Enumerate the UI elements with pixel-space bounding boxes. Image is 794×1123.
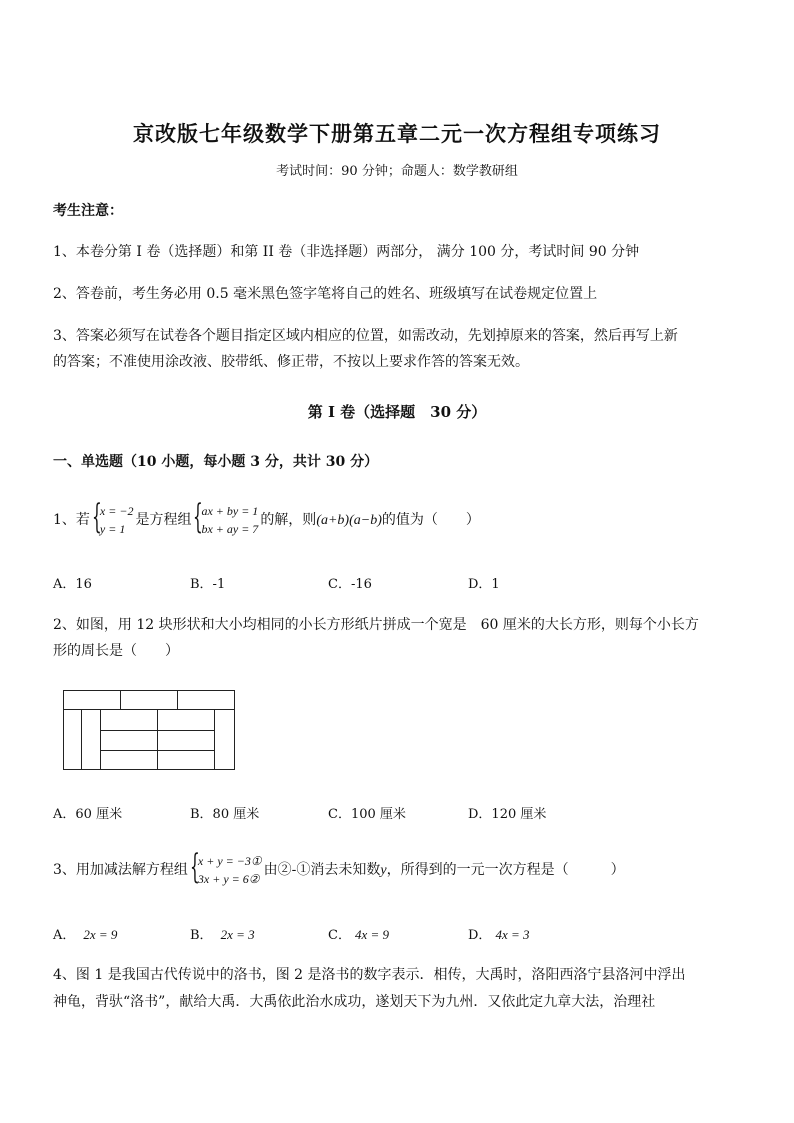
q3-prefix: 3、用加减法解方程组 [53,862,188,878]
notice-item-2: 2、答卷前，考生务必用 0.5 毫米黑色签字笔将自己的姓名、班级填写在试卷规定位置上 [53,286,598,302]
q1-suffix-b: 的值为（ ） [381,512,480,528]
question-3 [53,847,625,891]
q3-sys-row2: 3x + y = 6② [197,872,260,886]
q2-option-b: B．80 厘米 [190,807,260,822]
section-title: 第 I 卷（选择题 30 分） [307,403,487,421]
tile [100,709,158,731]
q1-sys2-row1: ax + by = 1 [201,504,259,518]
q3-option-a-label: A． [53,928,76,943]
q3-option-d-label: D． [468,928,492,943]
tile [81,709,101,770]
rectangle-tiling-figure [63,690,235,770]
notice-item-3-cont: 的答案；不准使用涂改液、胶带纸、修正带，不按以上要求作答的答案无效。 [53,354,529,370]
question-2-line1: 2、如图，用 12 块形状和大小均相同的小长方形纸片拼成一个宽是 60 厘米的大长方形，则每个小长方 [53,617,699,633]
q2-option-c: C．100 厘米 [328,807,406,822]
tile [157,730,215,751]
q1-expression: (a+b)(a−b) [316,513,382,528]
notice-item-3: 3、答案必须写在试卷各个题目指定区域内相应的位置，如需改动，先划掉原来的答案，然后再写上新 [53,328,678,344]
q1-option-b: B．-1 [190,577,226,592]
notice-item-1: 1、本卷分第 I 卷（选择题）和第 II 卷（非选择题）两部分， 满分 100 分，考试时间 90 分钟 [53,244,640,260]
tile [63,690,121,710]
q3-equation-system: { x + y = −3① 3x + y = 6② [189,847,262,887]
q1-middle: 是方程组 [135,512,192,528]
q3-option-c-label: C． [328,928,351,943]
q1-sys2-row2: bx + ay = 7 [201,522,259,536]
page-title: 京改版七年级数学下册第五章二元一次方程组专项练习 [133,121,661,146]
tile [157,709,215,731]
q1-sys1-row2: y = 1 [99,522,126,536]
tile [120,690,178,710]
q3-option-b-label: B． [190,928,213,943]
q3-option-d [468,924,529,943]
question-2-line2: 形的周长是（ ） [53,643,179,659]
q3-option-c-math: 4x = 9 [354,927,389,942]
tile [157,750,215,770]
q2-option-d: D．120 厘米 [468,807,547,822]
q3-variable: y [380,863,387,878]
q1-equation-system: { ax + by = 1 bx + ay = 7 [193,497,259,537]
notice-heading: 考生注意： [53,203,123,219]
part-heading: 一、单选题（10 小题，每小题 3 分，共计 30 分） [53,454,379,470]
question-1 [53,497,480,541]
q3-option-d-math: 4x = 3 [495,927,530,942]
tile [100,730,158,751]
q1-option-a: A．16 [53,577,92,592]
q3-sys-row1: x + y = −3① [197,854,262,868]
q1-solution-system: { x = −2 y = 1 [91,497,134,537]
q2-option-a: A．60 厘米 [53,807,123,822]
q3-option-c [328,924,389,943]
q1-suffix-a: 的解，则 [260,512,317,528]
tile [214,709,235,770]
q3-option-b-math: 2x = 3 [220,927,255,942]
tile [100,750,158,770]
q1-prefix: 1、若 [53,512,90,528]
question-4-line2: 神龟，背驮“洛书”，献给大禹．大禹依此治水成功，遂划天下为九州．又依此定九章大法，治理社 [53,994,656,1010]
q3-option-b [190,924,255,943]
question-4-line1: 4、图 1 是我国古代传说中的洛书，图 2 是洛书的数字表示．相传，大禹时，洛阳西洛宁县洛河中浮出 [53,967,686,983]
q3-option-a [53,924,117,943]
q3-suffix-a: 由②-①消去未知数 [263,862,381,878]
q1-option-d: D．1 [468,577,500,592]
q1-sys1-row1: x = −2 [99,504,134,518]
q3-suffix-b: ，所得到的一元一次方程是（ ） [386,862,625,878]
exam-info: 考试时间：90 分钟；命题人：数学教研组 [276,164,518,179]
tile [63,709,82,770]
q3-option-a-math: 2x = 9 [83,927,118,942]
tile [177,690,235,710]
q1-option-c: C．-16 [328,577,372,592]
